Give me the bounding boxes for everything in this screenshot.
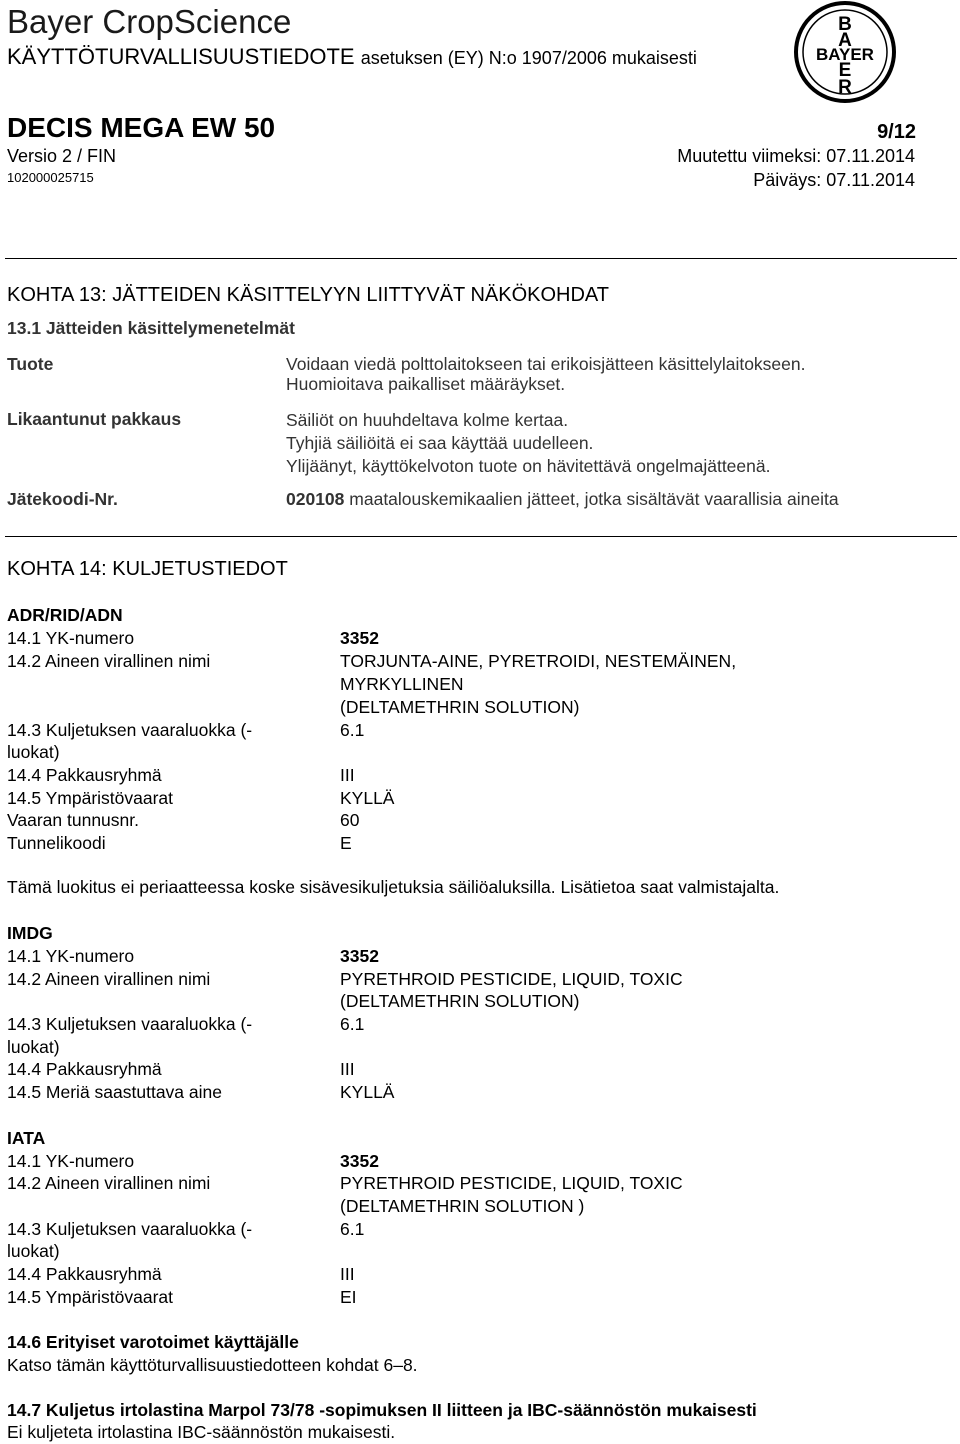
iata-pack-label: 14.4 Pakkausryhmä (7, 1264, 162, 1284)
tuote-line-2: Huomioitava paikalliset määräykset. (286, 374, 566, 394)
regulation-reference: asetuksen (EY) N:o 1907/2006 mukaisesti (360, 48, 697, 68)
iata-name-label: 14.2 Aineen virallinen nimi (7, 1173, 211, 1193)
page-number: 9/12 (877, 121, 916, 143)
iata-class-label-1: 14.3 Kuljetuksen vaaraluokka (- (7, 1219, 253, 1239)
adr-class-label-1: 14.3 Kuljetuksen vaaraluokka (- (7, 720, 253, 740)
adr-hazard-value: 60 (340, 810, 360, 830)
jatekoodi-value (286, 489, 839, 510)
adr-un-value: 3352 (340, 628, 379, 648)
logo-letter-b: B (838, 14, 852, 35)
iata-heading: IATA (7, 1128, 46, 1148)
iata-name-line-2: (DELTAMETHRIN SOLUTION ) (340, 1196, 585, 1216)
document-date: Päiväys: 07.11.2014 (753, 170, 915, 190)
adr-env-value: KYLLÄ (340, 788, 395, 808)
label-tuote: Tuote (7, 354, 54, 374)
imdg-un-label: 14.1 YK-numero (7, 946, 135, 966)
imdg-class-label-1: 14.3 Kuljetuksen vaaraluokka (- (7, 1014, 253, 1034)
adr-pack-label: 14.4 Pakkausryhmä (7, 765, 162, 785)
logo-letter-e: E (838, 60, 852, 81)
tuote-line-1: Voidaan viedä polttolaitokseen tai erikoisjätteen käsittelylaitokseen. (286, 354, 806, 374)
pakkaus-line-2: Tyhjiä säiliöitä ei saa käyttää uudelleen. (286, 433, 594, 453)
section-13-1-subtitle: 13.1 Jätteiden käsittelymenetelmät (7, 318, 295, 338)
imdg-marine-label: 14.5 Meriä saastuttava aine (7, 1082, 222, 1102)
imdg-name-label: 14.2 Aineen virallinen nimi (7, 969, 211, 989)
logo-letter-r: R (838, 77, 852, 98)
section-divider (5, 536, 957, 537)
imdg-class-value: 6.1 (340, 1014, 365, 1034)
logo-word-bayer: BAYER (816, 45, 874, 64)
product-name: DECIS MEGA EW 50 (7, 112, 276, 143)
iata-name-line-1: PYRETHROID PESTICIDE, LIQUID, TOXIC (340, 1173, 683, 1193)
iata-un-label: 14.1 YK-numero (7, 1151, 135, 1171)
precautions-text: Katso tämän käyttöturvallisuustiedotteen kohdat 6–8. (7, 1355, 418, 1375)
last-modified: Muutettu viimeksi: 07.11.2014 (677, 146, 915, 166)
adr-name-line-1: TORJUNTA-AINE, PYRETROIDI, NESTEMÄINEN, (340, 651, 737, 671)
imdg-pack-value: III (340, 1059, 355, 1079)
company-name: Bayer CropScience (7, 3, 292, 40)
imdg-name-line-1: PYRETHROID PESTICIDE, LIQUID, TOXIC (340, 969, 683, 989)
adr-class-label-2: luokat) (7, 742, 60, 762)
document-type: KÄYTTÖTURVALLISUUSTIEDOTE (7, 44, 355, 69)
adr-name-line-3: (DELTAMETHRIN SOLUTION) (340, 697, 580, 717)
adr-note: Tämä luokitus ei periaatteessa koske sisävesikuljetuksia säiliöaluksilla. Lisätietoa saat valmistajalta. (7, 877, 780, 897)
bulk-transport-text: Ei kuljeteta irtolastina IBC-säännöstön mukaisesti. (7, 1422, 396, 1442)
pakkaus-line-3: Ylijäänyt, käyttökelvoton tuote on hävitettävä ongelmajätteenä. (286, 456, 771, 476)
section-14-title: KOHTA 14: KULJETUSTIEDOT (7, 558, 288, 580)
adr-tunnel-value: E (340, 833, 352, 853)
section-divider (5, 258, 957, 259)
iata-class-value: 6.1 (340, 1219, 365, 1239)
adr-name-label: 14.2 Aineen virallinen nimi (7, 651, 211, 671)
imdg-class-label-2: luokat) (7, 1037, 60, 1057)
adr-class-value: 6.1 (340, 720, 365, 740)
pakkaus-line-1: Säiliöt on huuhdeltava kolme kertaa. (286, 410, 569, 430)
adr-un-label: 14.1 YK-numero (7, 628, 135, 648)
document-number: 102000025715 (7, 170, 94, 185)
label-likaantunut-pakkaus: Likaantunut pakkaus (7, 409, 182, 429)
imdg-pack-label: 14.4 Pakkausryhmä (7, 1059, 162, 1079)
iata-env-value: EI (340, 1287, 357, 1307)
adr-tunnel-label: Tunnelikoodi (7, 833, 106, 853)
precautions-title: 14.6 Erityiset varotoimet käyttäjälle (7, 1332, 299, 1352)
iata-un-value: 3352 (340, 1151, 379, 1171)
adr-env-label: 14.5 Ympäristövaarat (7, 788, 174, 808)
iata-class-label-2: luokat) (7, 1241, 60, 1261)
section-13-title: KOHTA 13: JÄTTEIDEN KÄSITTELYYN LIITTYVÄT NÄKÖKOHDAT (7, 284, 609, 306)
logo-letter-a: A (838, 30, 852, 51)
adr-hazard-label: Vaaran tunnusnr. (7, 810, 139, 830)
label-jatekoodi: Jätekoodi-Nr. (7, 489, 118, 509)
bulk-transport-title: 14.7 Kuljetus irtolastina Marpol 73/78 -sopimuksen II liitteen ja IBC-säännöstön mukaisesti (7, 1400, 757, 1420)
waste-code: 020108 (286, 489, 345, 509)
bayer-cross-logo (793, 0, 897, 104)
iata-env-label: 14.5 Ympäristövaarat (7, 1287, 174, 1307)
document-title (7, 44, 697, 70)
imdg-marine-value: KYLLÄ (340, 1082, 395, 1102)
waste-description: maatalouskemikaalien jätteet, jotka sisältävät vaarallisia aineita (349, 489, 839, 509)
iata-pack-value: III (340, 1264, 355, 1284)
adr-pack-value: III (340, 765, 355, 785)
imdg-name-line-2: (DELTAMETHRIN SOLUTION) (340, 991, 580, 1011)
imdg-un-value: 3352 (340, 946, 379, 966)
version-info: Versio 2 / FIN (7, 146, 117, 166)
adr-heading: ADR/RID/ADN (7, 605, 123, 625)
adr-name-line-2: MYRKYLLINEN (340, 674, 464, 694)
imdg-heading: IMDG (7, 923, 53, 943)
